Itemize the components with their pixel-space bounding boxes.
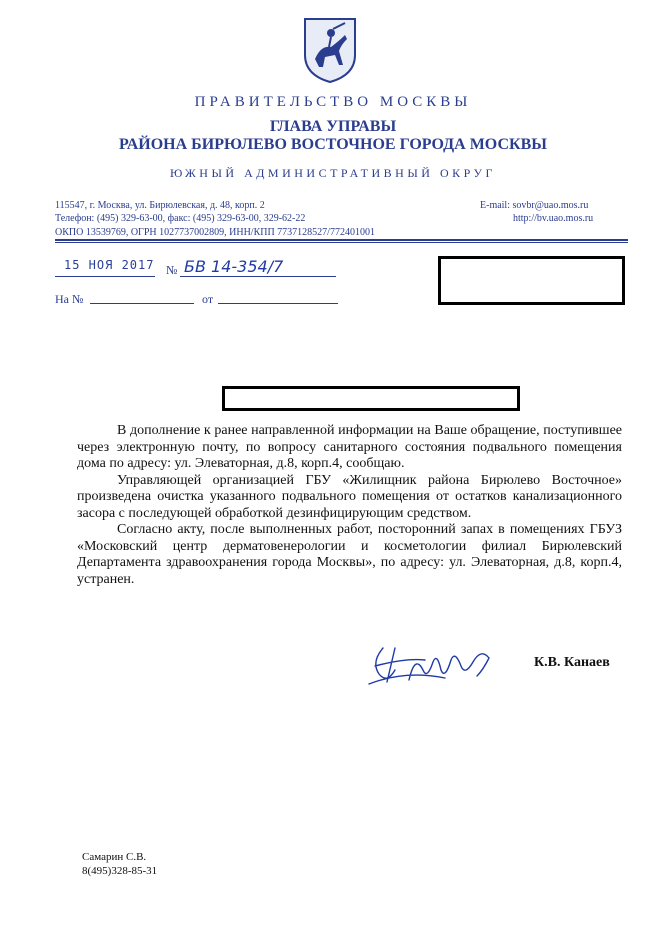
ref-number-underline — [90, 303, 194, 304]
number-label: № — [166, 263, 178, 277]
ref-from-label: от — [202, 292, 214, 306]
okrug-title: ЮЖНЫЙ АДМИНИСТРАТИВНЫЙ ОКРУГ — [170, 166, 496, 180]
executor-block — [82, 850, 157, 878]
body-paragraph-3: Согласно акту, после выполненных работ, посторонний запах в помещениях ГБУЗ «Московский центр дерматовенерологии и косметологии филиал Бирюлевский Департамента здравоохранения города Москвы», по адресу: ул. Элеваторная, д.8, корп.4, устранен. — [77, 522, 622, 587]
handwritten-number: БВ 14-354/7 — [184, 257, 284, 276]
website-line: http://bv.uao.mos.ru — [513, 213, 594, 224]
header-divider-thin — [55, 242, 628, 243]
address-line: 115547, г. Москва, ул. Бирюлевская, д. 48, корп. 2 — [55, 200, 265, 211]
moscow-coat-of-arms-icon — [301, 15, 359, 85]
body-paragraph-2: Управляющей организацией ГБУ «Жилищник района Бирюлево Восточное» произведена очистка указанного подвального помещения от остатков канализационного засора с последующей обработкой дезинфицирующим средством. — [77, 472, 622, 521]
email-line: E-mail: sovbr@uao.mos.ru — [480, 200, 589, 211]
ref-date-underline — [218, 303, 338, 304]
codes-line: ОКПО 13539769, ОГРН 1027737002809, ИНН/КПП 7737128527/772401001 — [55, 227, 375, 238]
ref-label: На № — [55, 292, 84, 306]
government-title: ПРАВИТЕЛЬСТВО МОСКВЫ — [194, 94, 472, 110]
phone-line: Телефон: (495) 329-63-00, факс: (495) 329-63-00, 329-62-22 — [55, 213, 306, 224]
signatory-name: К.В. Канаев — [534, 655, 610, 670]
date-stamp: 15 НОЯ 2017 — [64, 258, 155, 272]
date-underline — [55, 276, 155, 277]
executor-name: Самарин С.В. — [82, 851, 147, 863]
handwritten-signature — [365, 640, 505, 688]
executor-phone: 8(495)328-85-31 — [82, 865, 158, 877]
redacted-recipient — [438, 256, 625, 305]
body-paragraph-1: В дополнение к ранее направленной информации на Ваше обращение, поступившее через электронную почту, по вопросу санитарного состояния подвального помещения дома по адресу: ул. Элеваторная, д.8, корп.4, сообщаю. — [77, 423, 622, 471]
letter-body — [77, 423, 622, 588]
head-title: ГЛАВА УПРАВЫ — [269, 118, 397, 135]
redacted-salutation — [222, 386, 520, 411]
number-underline — [180, 276, 336, 277]
header-divider — [55, 239, 628, 241]
district-title: РАЙОНА БИРЮЛЕВО ВОСТОЧНОЕ ГОРОДА МОСКВЫ — [119, 136, 547, 153]
